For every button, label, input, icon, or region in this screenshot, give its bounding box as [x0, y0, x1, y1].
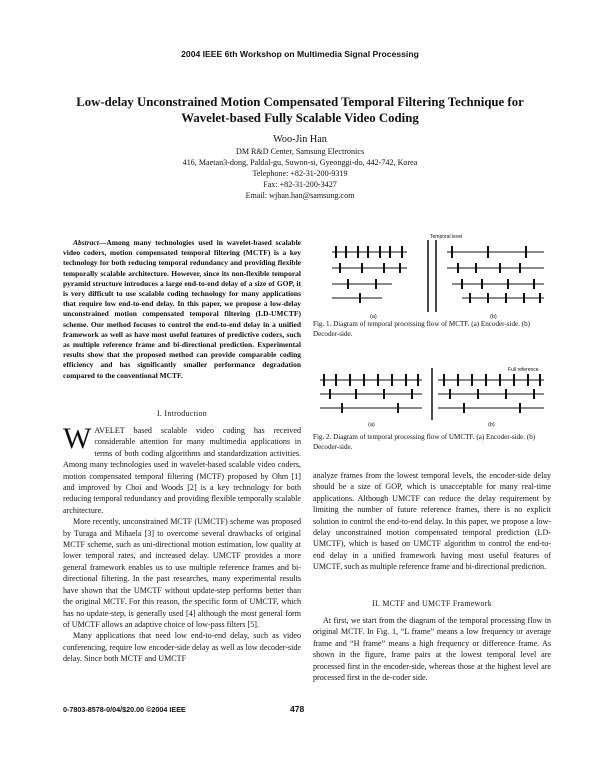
figure-2-diagram: [312, 364, 550, 428]
figure-2-caption: Fig. 2. Diagram of temporal processing flow of UMCTF. (a) Encoder-side. (b) Decoder-side.: [313, 433, 536, 451]
intro-body: [63, 422, 302, 665]
intro-paragraph-1: WAVELET based scalable video coding has received considerable attention for many multimedia applications in terms of both coding algorithms and standardization activities. Among many technologies used in wavelet-based scalable video coders, motion compensated temporal filtering (MCTF) proposed by Ohm [1] and improved by Choi and Woods [2] is a key technology for both reducing temporal redundancy and providing flexible temporally scalable architecture.: [63, 422, 302, 515]
figure-1-label-b: (b): [490, 314, 497, 320]
author-name: Woo-Jin Han: [273, 134, 327, 145]
figure-1-top-label: Temporal level: [430, 234, 463, 240]
conference-header: 2004 IEEE 6th Workshop on Multimedia Signal Processing: [181, 49, 419, 59]
figure-2-label-a: (a): [368, 422, 375, 428]
abstract-text: —Among many technologies used in wavelet-based scalable video coders, motion compensated temporal filtering (MCTF) is a key technology for both reducing temporal redundancy and providing flexible temporally scalable architecture. However, since its non-flexible temporal pyramid structure introduces a large end-to-end delay of a size of GOP, it is very difficult to use scalable coding technology for many applications that require low end-to-end delay. In this paper, we propose a low-delay unconstrained motion compensated temporal filtering (LD-UMCTF) scheme. Our method focuses to control the end-to-end delay in a unified framework as well as have most useful features of predictive coders, such as multiple reference frame and bi-directional prediction. Experimental results show that the proposed method can provide comparable coding efficiency and has significantly smaller performance degradation compared to the conventional MCTF.: [63, 238, 301, 380]
page-number: 478: [290, 704, 305, 714]
figure-2-label-b: (b): [488, 422, 495, 428]
figure-2-top-label: Full reference: [508, 367, 539, 373]
paper-title: [60, 95, 540, 126]
affiliation-line: DM R&D Center, Samsung Electronics: [235, 147, 365, 156]
drop-cap: W: [63, 422, 92, 455]
affiliation-line: Fax: +82-31-200-3427: [263, 180, 337, 189]
section-1-heading: I. Introduction: [156, 409, 208, 418]
affiliation-block: [0, 146, 600, 201]
figure-1-caption: Fig. 1. Diagram of temporal processing flow of MCTF. (a) Encoder-side. (b) Decoder-side.: [313, 320, 530, 338]
affiliation-email: Email: wjhan.han@samsung.com: [245, 191, 355, 200]
intro-paragraph-2: More recently, unconstrained MCTF (UMCTF) scheme was proposed by Turaga and Mihaela [3] to overcome several drawbacks of original MCTF scheme, such as uni-directional motion estimation, low quality at lower temporal rates, and increased delay. UMCTF provides a more general framework enables us to use multiple reference frames and bi-directional filtering. In the past researches, many experimental results have shown that the UMCTF without update-step performs better than the original MCTF. For this reason, the specific form of UMCTF, which has no update-step, is generally used [4] although the most general form of UMCTF allows an adaptive choice of low-pass filters [5].: [63, 517, 301, 629]
affiliation-line: Telephone: +82-31-200-9319: [252, 169, 348, 178]
section-2-heading: II. MCTF and UMCTF Framework: [372, 599, 492, 608]
figure-1-label-a: (a): [370, 314, 377, 320]
title-line-2: Wavelet-based Fully Scalable Video Coding: [181, 110, 419, 125]
right-column-paragraph-2: At first, we start from the diagram of the temporal processing flow in original MCTF. In Fig. 1, “L frame” means a low frequency or average frame and “H frame” means a high frequency or difference frame. As shown in the figure, frame pairs at the lowest temporal level are processed first in the encoder-side, whereas those at the highest level are processed first in the de-coder side.: [313, 616, 551, 683]
right-column-paragraph-1: analyze frames from the lowest temporal levels, the encoder-side delay should be a size of GOP, which is unacceptable for many real-time applications. Although UMCTF can reduce the delay requirement by limiting the number of future reference frames, there is no explicit solution to control the end-to-end delay. In this paper, we propose a low-delay unconstrained motion compensated temporal prediction (LD-UMCTF), which is based on UMCTF algorithm to control the end-to-end delay in a unified framework having most useful features of UMCTF, such as multiple reference frame and bi-directional prediction.: [313, 471, 551, 572]
intro-paragraph-3: Many applications that need low end-to-end delay, such as video conferencing, require low encoder-side delay as well as low decoder-side delay. Since both MCTF and UMCTF: [63, 631, 301, 664]
title-line-1: Low-delay Unconstrained Motion Compensated Temporal Filtering Technique for: [76, 95, 524, 109]
abstract: [63, 238, 301, 381]
footer-isbn: 0-7803-8578-0/04/$20.00 ©2004 IEEE: [63, 705, 186, 714]
figure-1-diagram: [312, 232, 550, 320]
affiliation-line: 416, Maetan3-dong, Paldal-gu, Suwon-si, Gyeonggi-do, 442-742, Korea: [182, 158, 418, 167]
abstract-label: Abstract: [73, 238, 99, 247]
